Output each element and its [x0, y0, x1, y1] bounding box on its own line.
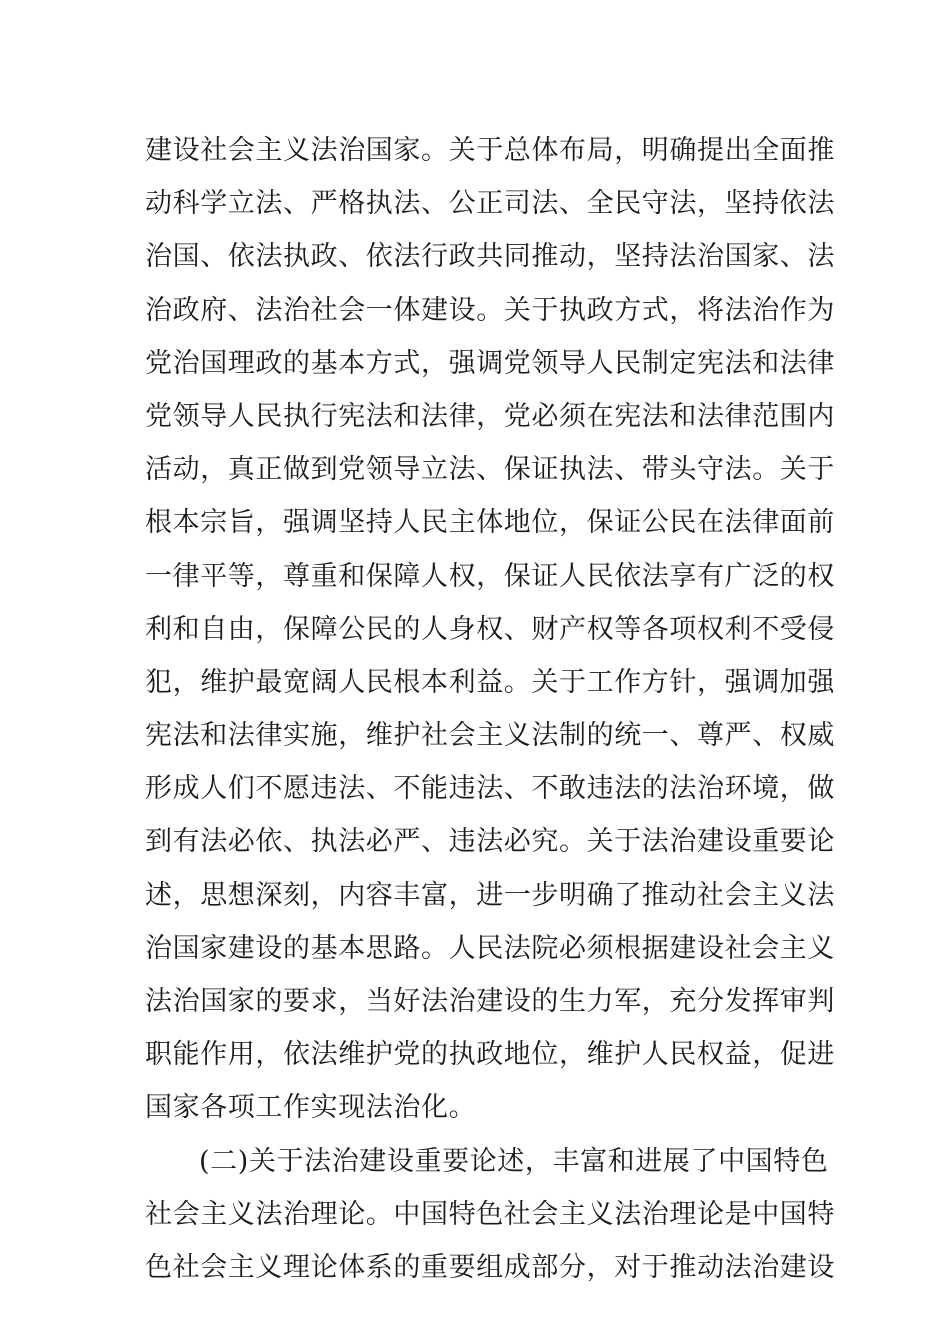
text-line: 国家各项工作实现法治化。	[145, 1092, 477, 1124]
text-line: 到有法必依、执法必严、违法必究。关于法治建设重要论	[145, 826, 835, 858]
text-line: 社会主义法治理论。中国特色社会主义法治理论是中国特	[145, 1198, 835, 1230]
text-line: 利和自由，保障公民的人身权、财产权等各项权利不受侵	[145, 613, 835, 645]
text-line: 治国家建设的基本思路。人民法院必须根据建设社会主义	[145, 932, 835, 964]
text-line: 述，思想深刻，内容丰富，进一步明确了推动社会主义法	[145, 879, 835, 911]
text-line: 职能作用，依法维护党的执政地位，维护人民权益，促进	[145, 1039, 835, 1071]
text-line: 根本宗旨，强调坚持人民主体地位，保证公民在法律面前	[145, 507, 835, 539]
text-line: 犯，维护最宽阔人民根本利益。关于工作方针，强调加强	[145, 666, 835, 698]
text-line: 治国、依法执政、依法行政共同推动，坚持法治国家、法	[145, 241, 835, 273]
text-line: 一律平等，尊重和保障人权，保证人民依法享有广泛的权	[145, 560, 835, 592]
text-line: 治政府、法治社会一体建设。关于执政方式，将法治作为	[145, 294, 835, 326]
section-heading-line: (二)关于法治建设重要论述，丰富和进展了中国特色	[199, 1145, 829, 1177]
text-line: 形成人们不愿违法、不能违法、不敢违法的法治环境，做	[145, 773, 835, 805]
text-line: 动科学立法、严格执法、公正司法、全民守法，坚持依法	[145, 188, 835, 220]
text-line: 法治国家的要求，当好法治建设的生力军，充分发挥审判	[145, 986, 835, 1017]
body-text	[145, 124, 835, 1294]
text-line: 党治国理政的基本方式，强调党领导人民制定宪法和法律	[145, 347, 835, 379]
text-line: 宪法和法律实施，维护社会主义法制的统一、尊严、权威	[145, 720, 835, 752]
text-line: 建设社会主义法治国家。关于总体布局，明确提出全面推	[145, 135, 835, 166]
text-line: 色社会主义理论体系的重要组成部分，对于推动法治建设	[145, 1251, 835, 1283]
text-line: 活动，真正做到党领导立法、保证执法、带头守法。关于	[145, 454, 835, 486]
text-line: 党领导人民执行宪法和法律，党必须在宪法和法律范围内	[145, 400, 835, 432]
